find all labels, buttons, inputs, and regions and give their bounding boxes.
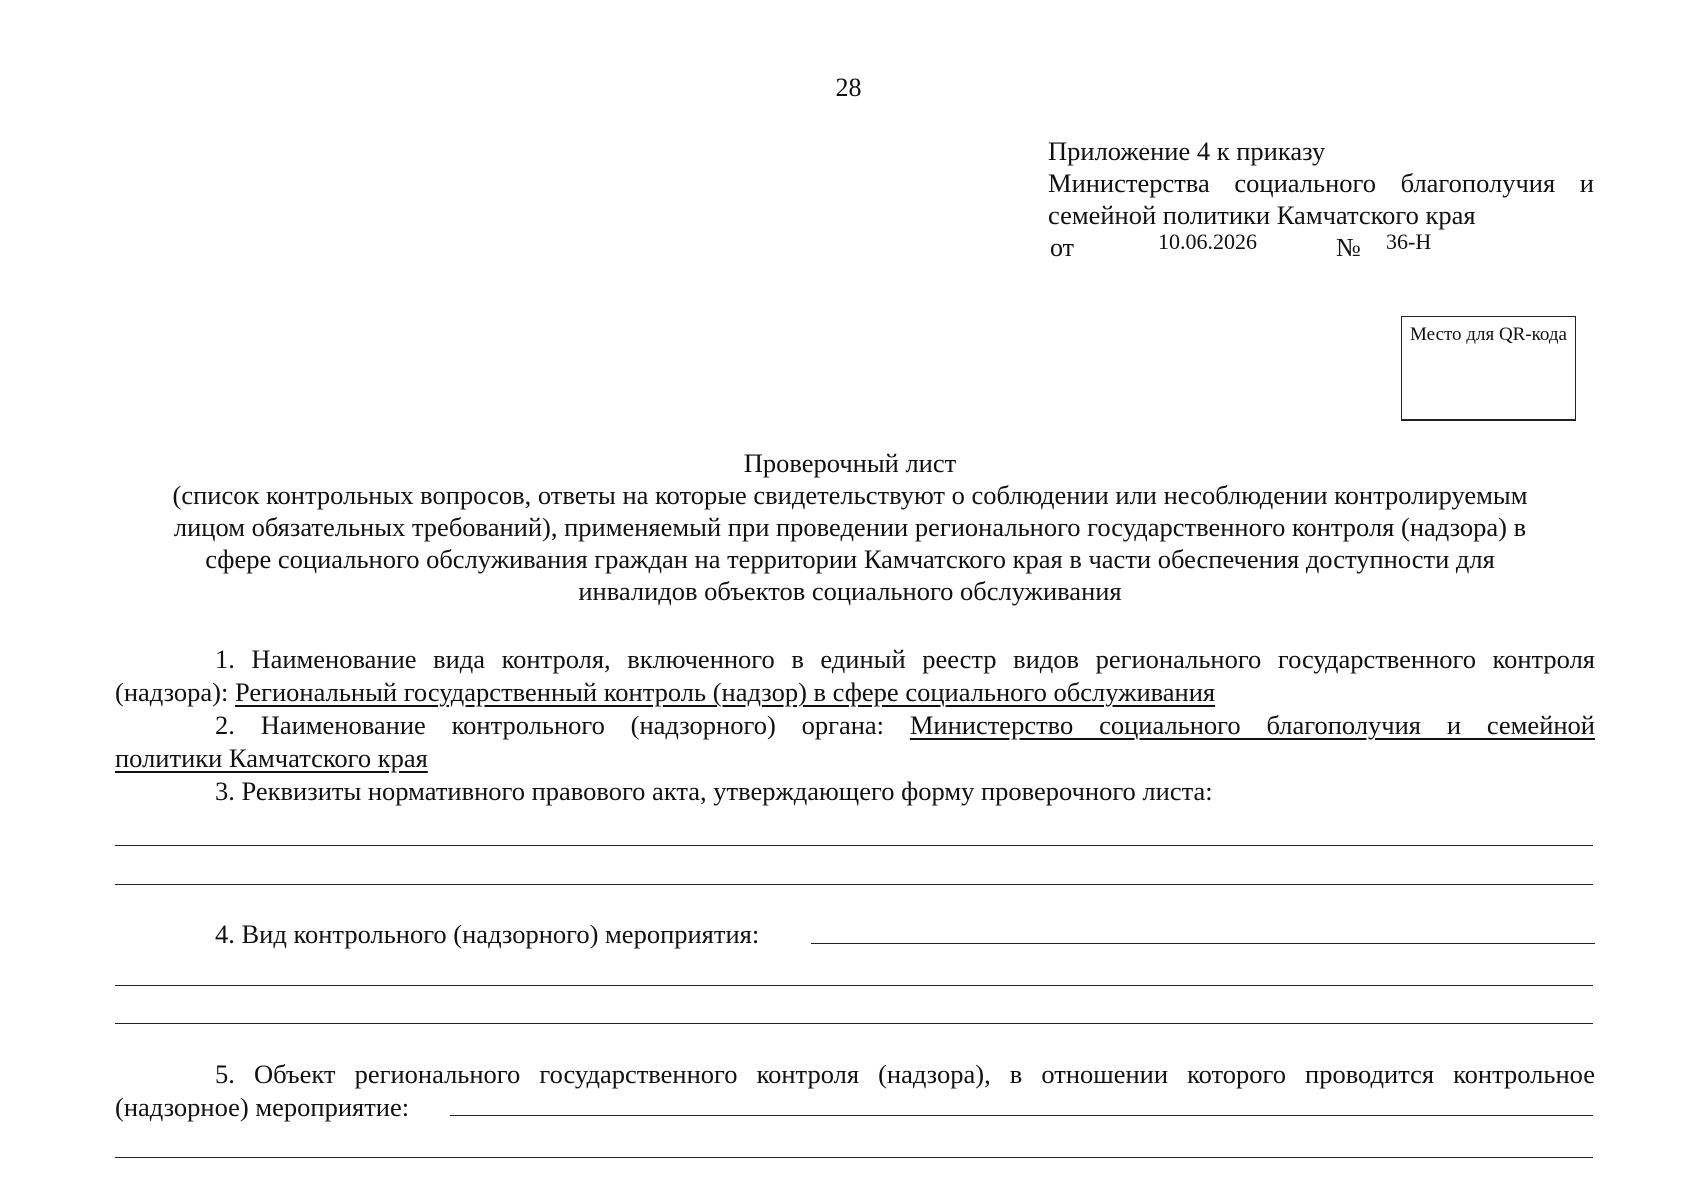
order-details [1050, 229, 1470, 264]
item-4-blank-line-1[interactable] [115, 985, 1593, 986]
item-5-line-1: 5. Объект регионального государственного контроля (надзора), в отношении которого проводится контрольное [215, 1059, 1595, 1089]
item-3-blank-line-2[interactable] [115, 884, 1593, 885]
item-3-label: 3. Реквизиты нормативного правового акта, утверждающего форму проверочного листа: [215, 776, 1213, 806]
item-3-blank-line-1[interactable] [115, 845, 1593, 846]
order-from-label: от [1050, 233, 1075, 262]
item-1-line-2 [115, 676, 1215, 708]
item-5-blank-line-1[interactable] [115, 1157, 1593, 1158]
title-line-3: сфере социального обслуживания граждан на территории Камчатского края в части обеспечения доступности для [205, 544, 1495, 574]
appendix-line-1: Приложение 4 к приказу [1048, 136, 1326, 166]
appendix-header [1048, 135, 1594, 231]
appendix-line-2: Министерства социального благополучия и [1048, 168, 1594, 198]
page-number: 28 [835, 73, 862, 102]
order-number: 36-Н [1386, 229, 1432, 254]
item-2-value-part-1: Министерство социального благополучия и семейной [909, 710, 1595, 740]
title-heading: Проверочный лист [743, 448, 957, 478]
item-5-blank-line-inline[interactable] [450, 1115, 1593, 1116]
document-title [110, 447, 1590, 607]
title-line-4: инвалидов объектов социального обслуживания [578, 576, 1122, 606]
item-4-label: 4. Вид контрольного (надзорного) мероприятия: [215, 919, 760, 949]
item-5-label: (надзорное) мероприятие: [115, 1092, 410, 1122]
item-2-line-1 [215, 709, 1595, 741]
item-2-label: 2. Наименование контрольного (надзорного) органа: [215, 710, 910, 740]
item-1-line-1: 1. Наименование вида контроля, включенного в единый реестр видов регионального государственного контроля [215, 644, 1595, 674]
title-line-2: лицом обязательных требований), применяемый при проведении регионального государственного контроля (надзора) в [173, 512, 1527, 542]
order-number-sign: № [1336, 233, 1361, 262]
item-1-prefix: (надзора): [115, 677, 235, 707]
qr-code-placeholder: Место для QR-кода [1401, 316, 1576, 421]
item-2-value-part-2: политики Камчатского края [115, 743, 428, 773]
item-4-blank-line-2[interactable] [115, 1023, 1593, 1024]
title-line-1: (список контрольных вопросов, ответы на которые свидетельствуют о соблюдении или несоблюдении контролируемым [172, 480, 1528, 510]
item-4-blank-line-inline[interactable] [811, 943, 1595, 944]
appendix-line-3: семейной политики Камчатского края [1048, 200, 1476, 230]
item-1-value: Региональный государственный контроль (надзор) в сфере социального обслуживания [234, 677, 1216, 707]
order-date: 10.06.2026 [1158, 229, 1257, 254]
